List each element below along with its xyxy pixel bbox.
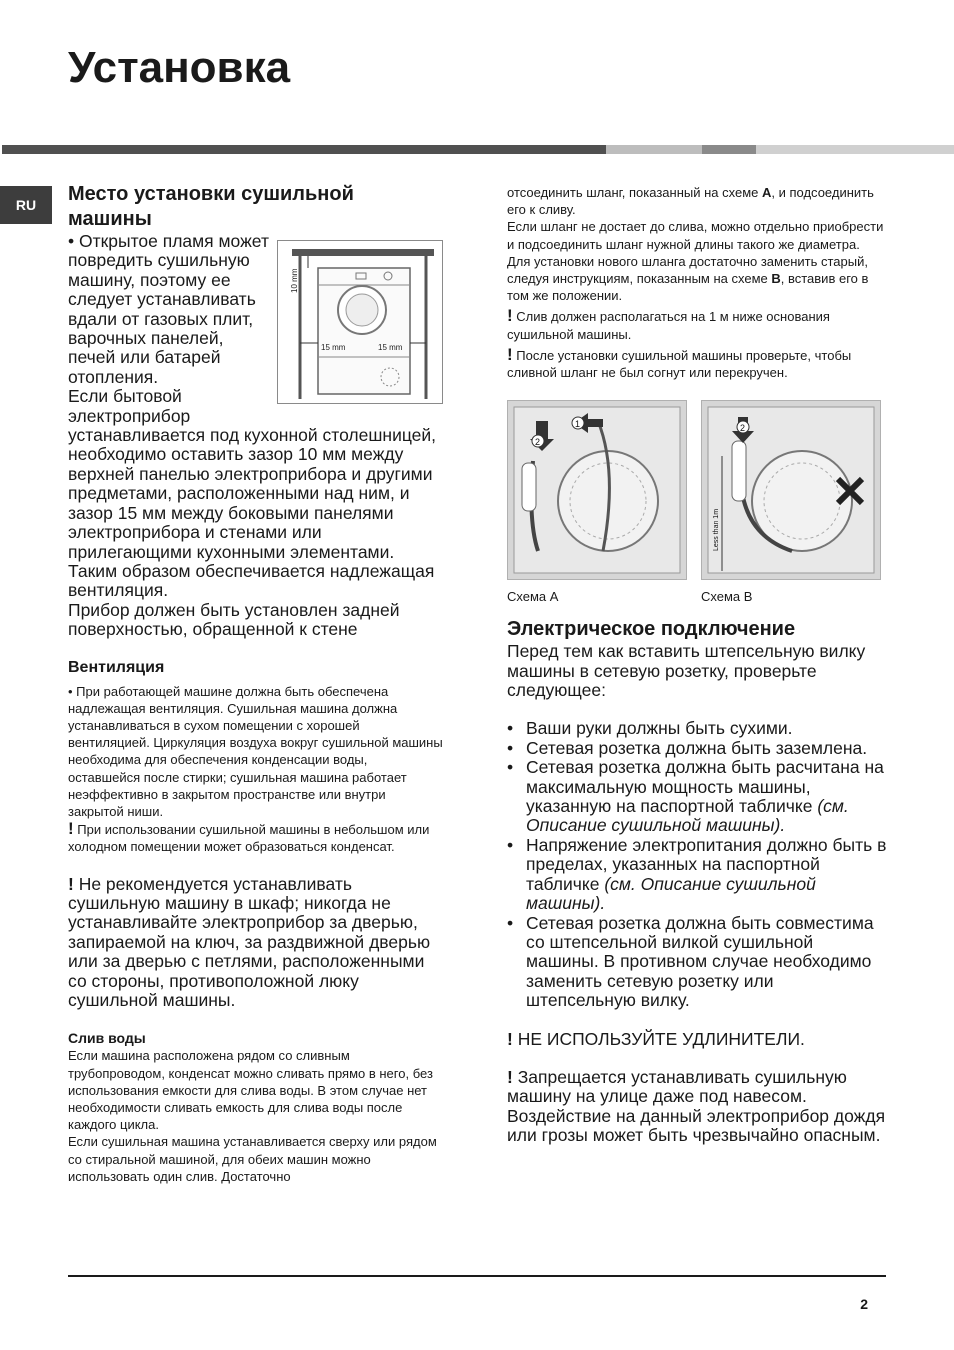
bullet: • xyxy=(507,912,514,933)
drain-schemes xyxy=(507,400,887,605)
bullet: • xyxy=(507,737,514,758)
header-bar-dark xyxy=(2,145,606,154)
placement-heading: Место установки сушильной машины xyxy=(68,183,354,230)
warning-mark: ! xyxy=(507,344,513,364)
drain-warning-text: Слив должен располагаться на 1 м ниже основания сушильной машины. xyxy=(507,309,830,342)
footer-rule xyxy=(68,1275,886,1277)
container-shape xyxy=(732,441,746,501)
drain-text-part: Для установки нового шланга достаточно заменить старый, следуя инструкциям, показанным на схеме xyxy=(507,253,868,287)
left-column xyxy=(68,182,443,1185)
header-bar-light-end xyxy=(756,145,954,154)
cabinet-warning-text: Не рекомендуется устанавливать сушильную машину в шкаф; никогда не устанавливайте электроприбор за дверью, запираемой на ключ, за раздвижной дверью или за дверью с петлями, расположенными со стороны, противоположной люку сушильной машины. xyxy=(68,873,431,1010)
outdoor-warning-text: Запрещается устанавливать сушильную машину на улице даже под навесом. Воздействие на данный электроприбор дождя или грозы может быть чрезвычайно опасным. xyxy=(507,1066,886,1146)
cabinet-warning xyxy=(68,875,443,1011)
placement-gap-text: Если бытовой электроприбор устанавливается под кухонной столешницей, необходимо оставить зазор 10 мм между верхней панелью электроприбора и другими предметами, расположенными над ним, и зазор 15 мм между боковыми панелями электроприбора и стенами или прилегающими кухонными элементами. Таким образом обеспечивается надлежащая вентиляция. xyxy=(68,386,437,601)
scheme-b-caption: Схема B xyxy=(701,589,753,605)
page-number: 2 xyxy=(860,1296,868,1312)
dryer-under-counter-diagram xyxy=(278,241,442,403)
list-item-text: Сетевая розетка должна быть совместима со штепсельной вилкой сушильной машины. В противном случае необходимо заменить сетевую розетку или штепсельную вилку. xyxy=(526,912,874,1011)
gap-top-label: 10 mm xyxy=(290,268,299,293)
list-item xyxy=(507,719,887,738)
drain-continued-2: Если шланг не достает до слива, можно отдельно приобрести и подсоединить шланг нужной длины такого же диаметра. xyxy=(507,219,884,252)
scheme-a-ref: A xyxy=(761,185,772,200)
header-bar-mid xyxy=(702,145,756,154)
scheme-b-image xyxy=(701,400,881,580)
warning-mark: ! xyxy=(507,1066,513,1087)
list-item xyxy=(507,914,887,1011)
header-bar-light xyxy=(606,145,702,154)
list-item xyxy=(507,758,887,836)
header-bars xyxy=(0,145,954,154)
drain-text-2: Если сушильная машина устанавливается сверху или рядом со стиральной машиной, для обеих машин можно использовать один слив. Достаточно xyxy=(68,1134,437,1184)
gap-left-label: 15 mm xyxy=(321,343,346,352)
ventilation-heading: Вентиляция xyxy=(68,658,165,676)
ventilation-condensation-warning xyxy=(68,820,443,855)
warning-mark: ! xyxy=(507,306,513,326)
list-item-text: Напряжение электропитания должно быть в пределах, указанных на паспортной табличке xyxy=(526,834,887,894)
drain-height-warning xyxy=(507,307,887,342)
electrical-heading: Электрическое подключение xyxy=(507,618,796,641)
warning-mark: ! xyxy=(68,819,74,839)
container-shape xyxy=(522,463,536,511)
list-item-ref: (см. Описание сушильной машины). xyxy=(526,796,849,836)
ventilation-warning-text: При использовании сушильной машины в небольшом или холодном помещении может образоваться конденсат. xyxy=(68,822,430,855)
scheme-a xyxy=(507,400,687,604)
drain-text-part: , вставив его в том же положении. xyxy=(507,271,869,304)
countertop-shape xyxy=(292,249,434,256)
gap-right-label: 15 mm xyxy=(378,343,403,352)
language-tab: RU xyxy=(0,186,52,224)
extension-warning-text: НЕ ИСПОЛЬЗУЙТЕ УДЛИНИТЕЛИ. xyxy=(517,1028,805,1049)
step-number: 2 xyxy=(535,437,541,448)
list-item-text: Сетевая розетка должна быть заземлена. xyxy=(526,737,868,758)
drain-text-part: отсоединить шланг, показанный на схеме xyxy=(507,185,762,200)
bullet: • xyxy=(507,834,514,855)
scheme-a-image xyxy=(507,400,687,580)
ventilation-text: • При работающей машине должна быть обеспечена надлежащая вентиляция. Сушильная машина должна устанавливаться в сухом помещении с хорошей вентиляцией. Циркуляция воздуха вокруг сушильной машины необходима для обеспечения конденсации воды, оставшейся после стирки; сушильная машина работает неэффективно в закрытом пространстве или внутри закрытой ниши. xyxy=(68,683,443,819)
list-item-ref: (см. Описание сушильной машины). xyxy=(526,873,816,914)
scheme-b-ref: B xyxy=(771,271,781,287)
bullet: • xyxy=(507,718,514,739)
list-item-text: Сетевая розетка должна быть расчитана на максимальную мощность машины, указанную на паспортной табличке xyxy=(526,757,884,817)
drain-continued-1 xyxy=(507,184,887,218)
extension-warning xyxy=(507,1030,887,1049)
drain-text-part: , и подсоединить его к сливу. xyxy=(507,185,874,218)
warning-mark: ! xyxy=(507,1028,513,1049)
step-number: 2 xyxy=(740,423,746,434)
scheme-b xyxy=(701,400,881,604)
drain-hose-warning xyxy=(507,346,887,381)
warning-mark: ! xyxy=(68,873,74,894)
drain-text-1: Если машина расположена рядом со сливным трубопроводом, конденсат можно сливать прямо в него, без использования емкости для слива воды. В этом случае нет необходимости сливать емкость для слива воды после каждого цикла. xyxy=(68,1048,433,1133)
electrical-intro: Перед тем как вставить штепсельную вилку машины в сетевую розетку, проверьте следующее: xyxy=(507,641,866,701)
list-item xyxy=(507,739,887,758)
drain-heading: Слив воды xyxy=(68,1030,146,1047)
placement-rear-text: Прибор должен быть установлен задней поверхностью, обращенной к стене xyxy=(68,599,400,640)
door-inner-shape xyxy=(346,294,378,326)
list-item-text: Ваши руки должны быть сухими. xyxy=(526,718,793,739)
page-title: Установка xyxy=(68,43,291,92)
outdoor-warning xyxy=(507,1068,887,1146)
drain-warning-text: После установки сушильной машины проверьте, чтобы сливной шланг не был согнут или перекручен. xyxy=(507,347,852,381)
electrical-checklist xyxy=(507,719,887,1010)
list-item xyxy=(507,836,887,914)
bullet: • xyxy=(507,757,514,778)
step-number: 1 xyxy=(575,419,581,430)
drain-continued-3 xyxy=(507,253,887,305)
installation-figure xyxy=(277,240,443,404)
placement-open-flame-text: • Открытое пламя может повредить сушильную машину, поэтому ее следует устанавливать вдали от газовых плит, варочных панелей, печей или батарей отопления. xyxy=(68,231,269,387)
less-than-label: Less than 1m xyxy=(713,509,720,552)
scheme-a-caption: Схема A xyxy=(507,589,559,605)
right-column xyxy=(507,184,887,1146)
